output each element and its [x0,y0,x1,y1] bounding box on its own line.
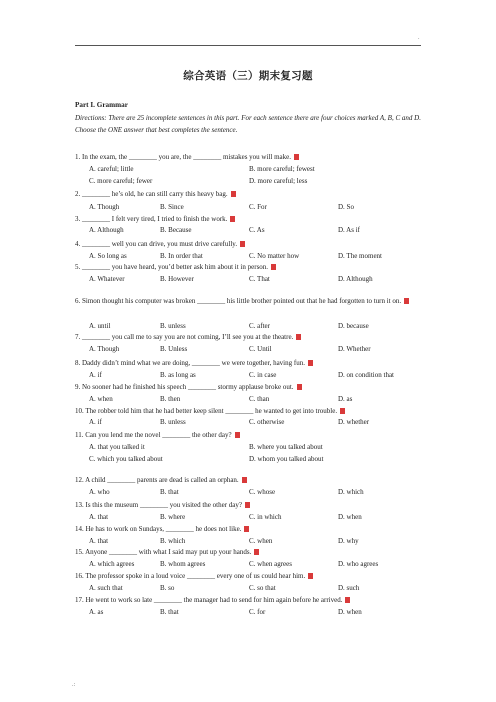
question-text: 7. ________ you call me to say you are not coming, I’ll see you at the theatre. [75,333,294,341]
option-c[interactable]: C. in which [249,513,282,521]
answer-marker-icon [242,477,247,483]
option-c[interactable]: C. Until [249,345,272,353]
header-corner-mark: . [418,35,420,41]
question-12 [75,476,425,485]
option-c[interactable]: C. when [249,537,273,545]
question-16 [75,572,425,581]
question-10 [75,407,425,416]
header-rule [75,45,421,46]
options-row [89,537,429,546]
answer-marker-icon [230,216,235,222]
options-row [89,560,429,569]
answer-marker-icon [231,191,236,197]
option-b[interactable]: B. In order that [160,252,203,260]
option-c[interactable]: C. As [249,226,265,234]
option-c[interactable]: C. when agrees [249,560,292,568]
footer-corner-mark: .: [72,682,76,688]
question-6 [75,296,421,306]
question-13 [75,501,425,510]
answer-marker-icon [294,154,299,160]
question-text: 4. ________ well you can drive, you must drive carefully. [75,240,238,248]
answer-marker-icon [308,573,313,579]
question-8 [75,359,425,368]
option-c[interactable]: C. That [249,275,270,283]
option-d[interactable]: D. on condition that [338,371,394,379]
question-9 [75,383,425,392]
option-d[interactable]: D. whether [338,418,370,426]
option-a[interactable]: A. until [89,322,111,330]
options-row [89,418,429,427]
option-d[interactable]: D. because [338,322,369,330]
question-1 [75,153,425,162]
options-row [89,252,429,261]
options-row [89,371,429,380]
option-b[interactable]: B. so [160,584,175,592]
option-b[interactable]: B. Because [160,226,192,234]
option-d[interactable]: D. who agrees [338,560,379,568]
option-a[interactable]: A. when [89,395,113,403]
option-d[interactable]: D. such [338,584,360,592]
option-a[interactable]: A. if [89,371,102,379]
question-text: 16. The professor spoke in a loud voice ________ every one of us could hear him. [75,572,306,580]
question-14 [75,525,425,534]
answer-marker-icon [240,241,245,247]
option-d[interactable]: D. As if [338,226,360,234]
answer-marker-icon [308,360,313,366]
options-row [89,584,429,593]
option-b[interactable]: B. where you talked about [249,443,323,451]
question-text: 3. ________ I felt very tired, I tried to finish the work. [75,215,228,223]
option-b[interactable]: B. where [160,513,186,521]
option-b[interactable]: B. Since [160,203,184,211]
option-b[interactable]: B. that [160,608,179,616]
option-c[interactable]: C. No matter how [249,252,300,260]
options-row [89,177,429,186]
option-c[interactable]: C. after [249,322,270,330]
question-15 [75,548,425,557]
option-a[interactable]: A. such that [89,584,123,592]
question-4 [75,240,425,249]
option-a[interactable]: A. careful; little [89,165,134,173]
option-c[interactable]: C. For [249,203,267,211]
question-text: 5. ________ you have heard, you’d better ask him about it in person. [75,263,269,271]
options-row [89,455,429,464]
question-11 [75,431,425,440]
page-title: 综合英语（三）期末复习题 [183,71,313,82]
option-c[interactable]: C. for [249,608,266,616]
option-d[interactable]: D. when [338,513,362,521]
answer-marker-icon [245,502,250,508]
options-row [89,608,429,617]
options-row [89,488,429,497]
question-text: 9. No sooner had he finished his speech ________ stormy applause broke out. [75,383,294,391]
option-c[interactable]: C. otherwise [249,418,285,426]
directions-text: Directions: There are 25 incomplete sentences in this part. For each sentence there are four choices marked A, B, C and D. Choose the ONE answer that best completes the sentence. [75,114,421,134]
answer-marker-icon [235,432,240,438]
question-text: 13. Is this the museum ________ you visited the other day? [75,501,243,509]
question-17 [75,596,425,605]
answer-marker-icon [297,384,302,390]
option-c[interactable]: C. in case [249,371,277,379]
answer-marker-icon [296,334,301,340]
option-d[interactable]: D. Whether [338,345,371,353]
question-3 [75,215,425,224]
option-d[interactable]: D. when [338,608,362,616]
question-text: 12. A child ________ parents are dead is called an orphan. [75,476,239,484]
option-c[interactable]: C. which you talked about [89,455,163,463]
option-c[interactable]: C. whose [249,488,276,496]
options-row [89,203,429,212]
question-text: 17. He went to work so late ________ the manager had to send for him again before he arrived. [75,596,343,604]
option-d[interactable]: D. why [338,537,359,545]
question-text: 6. Simon thought his computer was broken ________ his little brother pointed out that he had forgotten to turn it on. [75,297,402,305]
option-b[interactable]: B. unless [160,418,186,426]
question-text: 15. Anyone ________ with what I said may put up your hands. [75,548,252,556]
option-a[interactable]: A. So long as [89,252,127,260]
options-row [89,165,429,174]
options-row [89,345,429,354]
part-heading: Part I. Grammar [75,101,128,109]
question-7 [75,333,425,342]
option-a[interactable]: A. who [89,488,110,496]
option-d[interactable]: D. more careful; less [249,177,308,185]
option-b[interactable]: B. which [160,537,186,545]
option-a[interactable]: A. Whatever [89,275,125,283]
option-a[interactable]: A. Though [89,345,120,353]
answer-marker-icon [404,298,409,304]
options-row [89,275,429,284]
question-text: 1. In the exam, the ________ you are, the ________ mistakes you will make. [75,153,291,161]
option-a[interactable]: A. that you talked it [89,443,145,451]
option-b[interactable]: B. as long as [160,371,196,379]
options-row [89,322,429,331]
answer-marker-icon [244,526,249,532]
option-b[interactable]: B. Unless [160,345,188,353]
answer-marker-icon [345,597,350,603]
option-b[interactable]: B. that [160,488,179,496]
option-b[interactable]: B. unless [160,322,186,330]
option-a[interactable]: A. as [89,608,104,616]
option-a[interactable]: A. that [89,513,109,521]
question-text: 10. The robber told him that he had better keep silent ________ he wanted to get into trouble. [75,407,338,415]
question-text: 14. He has to work on Sundays, ________ he does not like. [75,525,242,533]
question-text: 8. Daddy didn’t mind what we are doing, ________ we were together, having fun. [75,359,305,367]
option-a[interactable]: A. that [89,537,109,545]
question-text: 2. ________ he’s old, he can still carry this heavy bag. [75,190,228,198]
option-a[interactable]: A. which agrees [89,560,135,568]
option-d[interactable]: D. Although [338,275,373,283]
option-a[interactable]: A. if [89,418,102,426]
option-b[interactable]: B. However [160,275,194,283]
question-5 [75,263,425,272]
options-row [89,395,429,404]
option-c[interactable]: C. more careful; fewer [89,177,153,185]
answer-marker-icon [254,549,259,555]
options-row [89,513,429,522]
option-c[interactable]: C. so that [249,584,276,592]
option-d[interactable]: D. as [338,395,353,403]
option-d[interactable]: D. whom you talked about [249,455,324,463]
option-d[interactable]: D. which [338,488,364,496]
option-a[interactable]: A. Although [89,226,124,234]
option-b[interactable]: B. then [160,395,181,403]
option-b[interactable]: B. more careful; fewest [249,165,315,173]
question-text: 11. Can you lend me the novel ________ the other day? [75,431,232,439]
options-row [89,443,429,452]
option-a[interactable]: A. Though [89,203,120,211]
answer-marker-icon [340,408,345,414]
option-d[interactable]: D. So [338,203,354,211]
option-d[interactable]: D. The moment [338,252,383,260]
options-row [89,226,429,235]
option-c[interactable]: C. than [249,395,270,403]
option-b[interactable]: B. whom agrees [160,560,206,568]
answer-marker-icon [271,264,276,270]
question-2 [75,190,425,199]
